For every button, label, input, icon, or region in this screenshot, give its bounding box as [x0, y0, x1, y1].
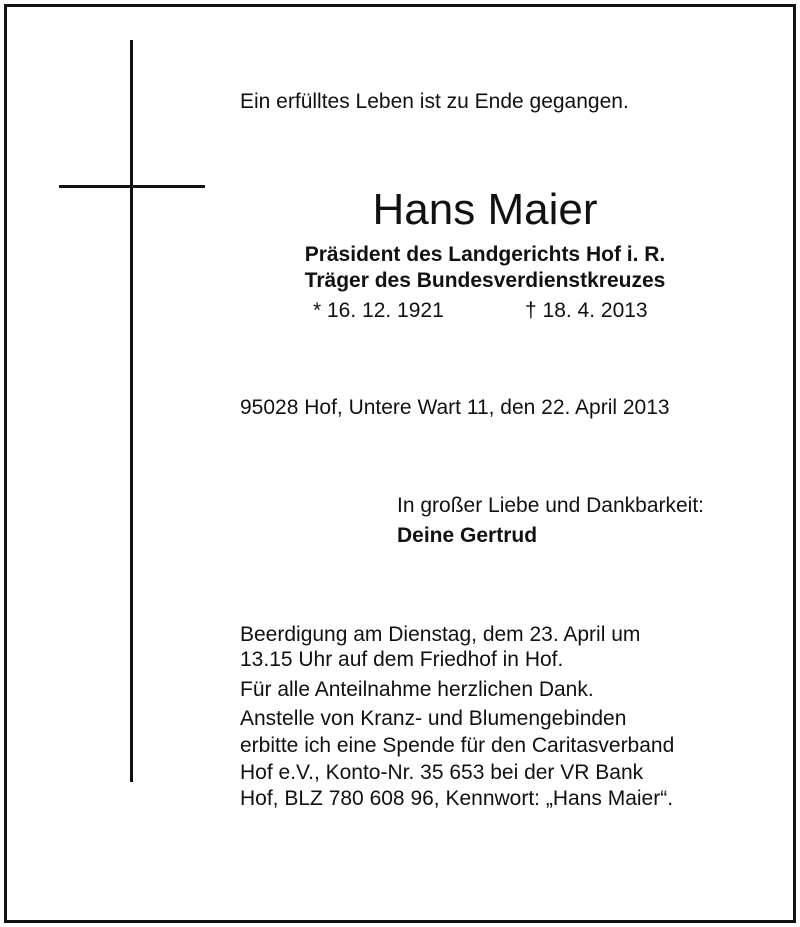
- info-line: Anstelle von Kranz- und Blumengebinden: [240, 707, 627, 730]
- info-line: Hof e.V., Konto-Nr. 35 653 bei der VR Bank: [240, 761, 644, 784]
- info-line: 13.15 Uhr auf dem Friedhof in Hof.: [240, 648, 564, 671]
- title-line-1: Präsident des Landgerichts Hof i. R.: [304, 243, 666, 266]
- signature: Deine Gertrud: [397, 524, 538, 547]
- title-line-2: Träger des Bundesverdienstkreuzes: [304, 269, 666, 292]
- closing-line: In großer Liebe und Dankbarkeit:: [397, 494, 705, 517]
- cross-vertical-bar: [130, 40, 133, 782]
- death-date: † 18. 4. 2013: [525, 299, 648, 322]
- place-and-date: 95028 Hof, Untere Wart 11, den 22. April 2013: [240, 396, 670, 419]
- info-line: Für alle Anteilnahme herzlichen Dank.: [240, 678, 594, 701]
- cross-horizontal-bar: [59, 185, 205, 188]
- info-line: Hof, BLZ 780 608 96, Kennwort: „Hans Maier“.: [240, 787, 674, 810]
- info-line: Beerdigung am Dienstag, dem 23. April um: [240, 623, 641, 646]
- deceased-name: Hans Maier: [372, 185, 598, 234]
- info-line: erbitte ich eine Spende für den Caritasverband: [240, 734, 675, 757]
- intro-text: Ein erfülltes Leben ist zu Ende gegangen.: [240, 90, 629, 113]
- birth-date: * 16. 12. 1921: [313, 299, 444, 322]
